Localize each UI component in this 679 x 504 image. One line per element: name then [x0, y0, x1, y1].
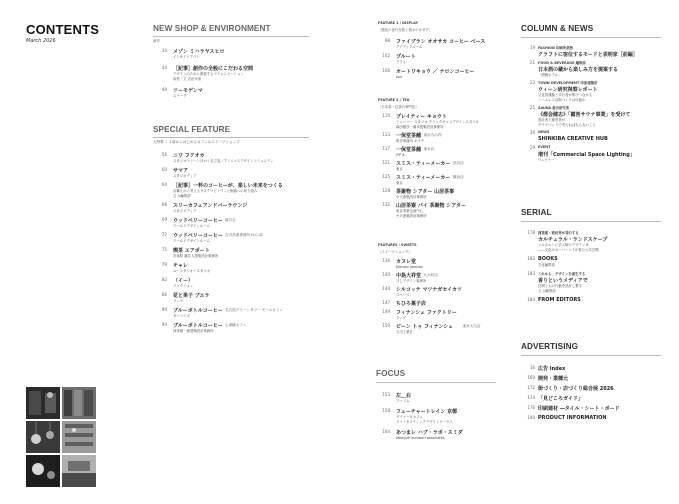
pendant-lamp-photo [26, 421, 60, 453]
page-number: 132 [382, 202, 390, 207]
entry-category: EVENT [538, 145, 551, 149]
entry-title: ［記事］一杯のコーヒーが、楽しい未来をつくる [173, 183, 283, 189]
page-number: 144 [382, 286, 390, 291]
entry-detail: 林茂雄一級建築設計事務所 [173, 329, 214, 333]
entry-detail: ――文化のオーバーレイが育む公共空間 [538, 248, 599, 252]
page-number: 190 [527, 415, 535, 420]
page-number: 128 [382, 188, 390, 193]
entry-detail: ファソム [396, 399, 410, 403]
entry-detail: 文 ◎編集部 [173, 194, 191, 198]
entry-detail: one [396, 75, 403, 79]
entry-title: ちひろ菓子店 [396, 301, 427, 307]
entry-detail: 東京 [396, 167, 403, 171]
entry-category: TOWN DEVELOPMENT 印象建築所 [538, 81, 598, 85]
entry-detail: インサイドアウト [173, 55, 200, 59]
entry-detail: スペース [396, 293, 410, 297]
entry-title: オートワキョウ ／ ナロンコーヒー [396, 69, 475, 75]
page-number: 90 [161, 307, 167, 312]
entry-detail: ファンタスティックデザインワークス [396, 420, 453, 424]
serial-heading: SERIAL [521, 208, 552, 217]
sweets-heading: FEATURES / SWEETS [378, 243, 417, 247]
new-shop-heading: NEW SHOP & ENVIRONMENT [153, 24, 271, 33]
page-number: 19 [529, 45, 535, 50]
focus-heading: FOCUS [376, 369, 406, 378]
page-number: 176 [527, 405, 535, 410]
entry-aside: 心斎橋カフェ [225, 323, 247, 327]
page-number: 106 [382, 68, 390, 73]
tea-sub: ［日本茶・紅茶の専門店］ [378, 105, 419, 109]
page-number: 110 [382, 113, 390, 118]
entry-detail: 取材・文 吉田未来 [173, 77, 202, 81]
special-feature-heading: SPECIAL FEATURE [153, 125, 231, 134]
entry-title: フューチャートレイン 京都 [396, 409, 458, 415]
shelf-photo [62, 421, 96, 453]
entry-title: PRODUCT INFORMATION [538, 415, 607, 421]
page-number: 21 [529, 60, 535, 65]
entry-detail: アイディアルーム [396, 45, 423, 49]
entry-title: ツーモゲンマ [173, 88, 203, 94]
page-number: 125 [382, 174, 390, 179]
entry-title: （イー） [173, 278, 194, 284]
entry-aside: 東京丸の内 [423, 133, 442, 137]
entry-detail: 設計者と運営者が [538, 118, 566, 122]
page-number: 174 [527, 395, 535, 400]
entry-detail: ウェビナー [538, 158, 555, 162]
entry-title: 一保堂茶舗 [396, 147, 422, 153]
divider [376, 382, 496, 383]
sweets-sub: ［スイーツショップ］ [378, 250, 412, 254]
entry-category: SAUNA 総合研究所 [538, 106, 570, 110]
entry-title: ビーン トゥ フィナンシェ [396, 324, 454, 330]
entry-detail: 小大建築設計事務所 [396, 214, 427, 218]
entry-title: スミス・ティーメーカー [396, 175, 451, 181]
entry-title: 印刷建材 ―タイル・シート・ボード [538, 406, 620, 412]
special-feature-sub: 大特集 ｜ 1席からはじめるカフェ＆スイーツショップ [153, 140, 240, 144]
entry-detail: 空間と人の行動を設計し繋す [538, 284, 583, 288]
page-number: 72 [161, 232, 167, 237]
page-number: 153 [382, 392, 390, 397]
entry-aside: 東京大丸店 [462, 324, 481, 328]
entry-detail: ファクション [173, 284, 194, 288]
page-number: 178 [527, 230, 535, 235]
entry-detail: フッグ [396, 316, 406, 320]
entry-aside: 渋谷店 [452, 161, 464, 165]
page-number: 183 [527, 271, 535, 276]
entry-title: ブルーボトルコーヒー [173, 323, 223, 329]
entry-title: スリーカフェアンドバーラウンジ [173, 203, 248, 209]
entry-title: チャレ [173, 263, 188, 269]
entry-title: サマア [173, 168, 189, 174]
page-number: 147 [382, 300, 390, 305]
entry-detail: 森田雅彦・藤本建築設計事務所 [396, 125, 444, 129]
entry-title: ニワ フクオカ [173, 153, 205, 159]
entry-detail: 東京 [396, 181, 403, 185]
entry-category: FOOD & BEVERAGE 編集部 [538, 61, 586, 65]
entry-title: 茶聚物 シアター 山居茶事 [396, 189, 455, 195]
page-number: 164 [382, 429, 390, 434]
entry-category: 商業建・商材界が発行する [538, 231, 579, 235]
entry-title: ブルーボトルコーヒー [173, 308, 223, 314]
entry-detail: JYP A [396, 153, 405, 157]
entry-detail: スタジオディア [173, 209, 197, 213]
column-news-heading: COLUMN & NEWS [521, 24, 594, 33]
entry-detail: 東京茶寮企画中心 [396, 209, 424, 213]
page-number: 26 [529, 130, 535, 135]
page-number: 60 [161, 167, 167, 172]
display-sub: ［進化の世代を拓く展示のカタチ］ [378, 28, 433, 32]
entry-title: 「見どころガイド」 [538, 396, 583, 402]
entry-detail: 小大建築設計事務所 [396, 195, 427, 199]
page-number: 44 [161, 65, 167, 70]
entry-title: 山居茶寮 パイ 茶聚物 シアター [396, 203, 466, 209]
entry-detail: ワールドデザインルーム [173, 224, 210, 228]
entry-title: 《都会健志》「露営サウナ事業」を受けて [538, 112, 631, 118]
page-number: 150 [382, 323, 390, 328]
entry-title: 増刊「Commercial Space Lighting」 [538, 152, 635, 158]
entry-detail: プラゥ [396, 60, 407, 64]
entry-detail: ヒューマー スタジオ クラックキャスデザインスタジオ [396, 120, 480, 124]
page-number: 102 [382, 53, 390, 58]
page-number: 49 [161, 87, 167, 92]
page-number: 69 [161, 217, 167, 222]
page-number: 98 [384, 38, 390, 43]
entry-category: FASHION 印刷所業務 [538, 46, 573, 50]
page-number: 86 [161, 292, 167, 297]
entry-title: カルチュラル・ランドスケープ [538, 237, 608, 243]
page-number: 56 [161, 152, 167, 157]
counter-photo [62, 455, 96, 487]
entry-title: ウッドベリーコーヒー [173, 218, 223, 224]
entry-title: 開発・業種元 [538, 376, 569, 382]
entry-aside: 横浜店 [452, 175, 464, 179]
page-number: 117 [382, 146, 390, 151]
entry-title: SHINKIBA CREATIVE HUB [538, 136, 608, 142]
page-number: 136 [382, 258, 390, 263]
page-number: 140 [382, 272, 390, 277]
entry-aside: 新井圭 [225, 218, 236, 222]
page-number: 64 [161, 182, 167, 187]
entry-detail: ワールドデザインルーム [173, 239, 210, 243]
entry-detail: スタジオディア [173, 174, 197, 178]
entry-title: 中島大祥堂 [396, 273, 422, 279]
page-number: 25 [529, 105, 535, 110]
entry-title: あつまレ ハブ・ラボ・スミダ [396, 430, 463, 436]
page-number: 121 [382, 160, 390, 165]
divider [521, 355, 661, 356]
page-number: 34 [161, 48, 167, 53]
page-number: 75 [161, 247, 167, 252]
page-number: 113 [382, 132, 390, 137]
entry-detail: 文化編集部 [538, 263, 555, 267]
entry-category: これから、デザインを誕生する [538, 272, 586, 276]
entry-title: ウィーン研究視察レポート [538, 87, 598, 93]
entry-detail: ダイナー＆カフェ [396, 415, 423, 419]
entry-detail: 文化的漢動と歩行者が集けつながる [538, 93, 593, 97]
entry-aside: 丸太町店 [423, 273, 438, 277]
display-heading: FEATURE 1 / DISPLAY [378, 21, 419, 25]
page-number: 184 [527, 297, 535, 302]
entry-title: 左＿右 [396, 393, 412, 399]
entry-detail: メルボルンに学ぶ街のデザイン 6 [538, 243, 589, 247]
entry-detail: Nilmoni Jamison [396, 265, 424, 269]
lighting-photo [26, 455, 60, 487]
entry-aside: 名古屋グリーンタワー モールカフェ [225, 308, 284, 312]
entry-detail: 「酒蔵ホテル」 [538, 73, 562, 77]
entry-title: 喫茶 エアポート [173, 248, 210, 254]
new-shop-sub: 新作 [153, 39, 161, 43]
entry-title: ウッドベリーコーヒー [173, 233, 223, 239]
entry-title: メゾン ミハラヤスヒロ [173, 49, 225, 55]
entry-title: BOOKS [538, 256, 558, 262]
entry-detail: 都市事務所 ネイチ [396, 139, 425, 143]
advertising-heading: ADVERTISING [521, 342, 579, 351]
entry-title: 日本酒の蔵から楽しみ方を提案する [538, 67, 619, 73]
entry-detail: デザインのために重視するコミュニケーション [173, 72, 244, 76]
entry-title: 一保堂茶舗 [396, 133, 422, 139]
entry-detail: 宮城県 藤井人建築設計事務所 [173, 254, 219, 258]
entry-detail: 文 ◎編集部 [538, 289, 556, 293]
entry-title: プルート [396, 54, 416, 60]
entry-title: 広告 Index [538, 366, 566, 372]
page-number: 149 [382, 309, 390, 314]
issue-date: March 2026 [26, 38, 56, 44]
entry-detail: スタジオマシーンほか＋足立晃／アノニマスデザインコミュニティ [173, 159, 274, 163]
page-number: 29 [529, 145, 535, 150]
entry-detail: サウナづくりで考えねばならないこと [538, 123, 596, 127]
entry-category: NEWS [538, 130, 550, 134]
page-number: 94 [161, 322, 167, 327]
page-number: 16 [529, 365, 535, 370]
entry-detail: 店構えから考えるサステナビリティと価値への取り組み [173, 189, 258, 193]
entry-title: 花と果子 ブエラ [173, 293, 210, 299]
entry-detail: シームレスな街づくりは可能か [538, 98, 586, 102]
divider [521, 221, 661, 222]
page-number: 66 [161, 202, 167, 207]
tea-heading: FEATURE 2 / TEA [378, 98, 410, 102]
facade-photo [62, 387, 96, 419]
page-number: 172 [527, 385, 535, 390]
entry-title: フィナンシェ ファクトリー [396, 310, 457, 316]
page-number: 158 [382, 408, 390, 413]
entry-title: プレイティー キョウト [396, 114, 447, 120]
entry-aside: 吉川昌典事務所 D.C.部 [225, 233, 263, 237]
divider [521, 37, 661, 38]
entry-title: シルコッテ マツナガセイカツ [396, 287, 462, 293]
page-number: 82 [161, 277, 167, 282]
entry-detail: ユースタジオ＋スタジオ [173, 269, 211, 273]
interior-photo [26, 387, 60, 419]
page-title: CONTENTS [26, 22, 100, 37]
entry-title: 街づくり・店づくり総合展 2026 [538, 386, 614, 392]
entry-title: スミス・ティーメーカー [396, 161, 451, 167]
entry-title: ファイブラン オオサカ コーヒー ベース [396, 39, 486, 45]
entry-aside: 東京店 [423, 147, 435, 151]
entry-title: カヌレ堂 [396, 259, 417, 265]
entry-detail: 乃しデザイン事務所 [396, 279, 427, 283]
entry-detail: takayuki kumboi+associates [396, 436, 445, 440]
page-number: 23 [529, 80, 535, 85]
entry-detail: ターコイズ [173, 314, 190, 318]
entry-title: ［記事］創作の全般にこだわる空間 [173, 66, 254, 72]
entry-title: FROM EDITORS [538, 297, 581, 303]
entry-title: クラフトに宿位するモードと表明家［前編］ [538, 52, 638, 58]
entry-detail: スナーク [173, 94, 187, 98]
divider [153, 36, 309, 37]
entry-detail: 万川工業社 [396, 330, 413, 334]
page-number: 169 [527, 375, 535, 380]
entry-detail: フッグ [173, 299, 183, 303]
page-number: 182 [527, 256, 535, 261]
divider [153, 137, 309, 138]
page-number: 79 [161, 262, 167, 267]
entry-title: 香りというメディアで [538, 278, 588, 284]
